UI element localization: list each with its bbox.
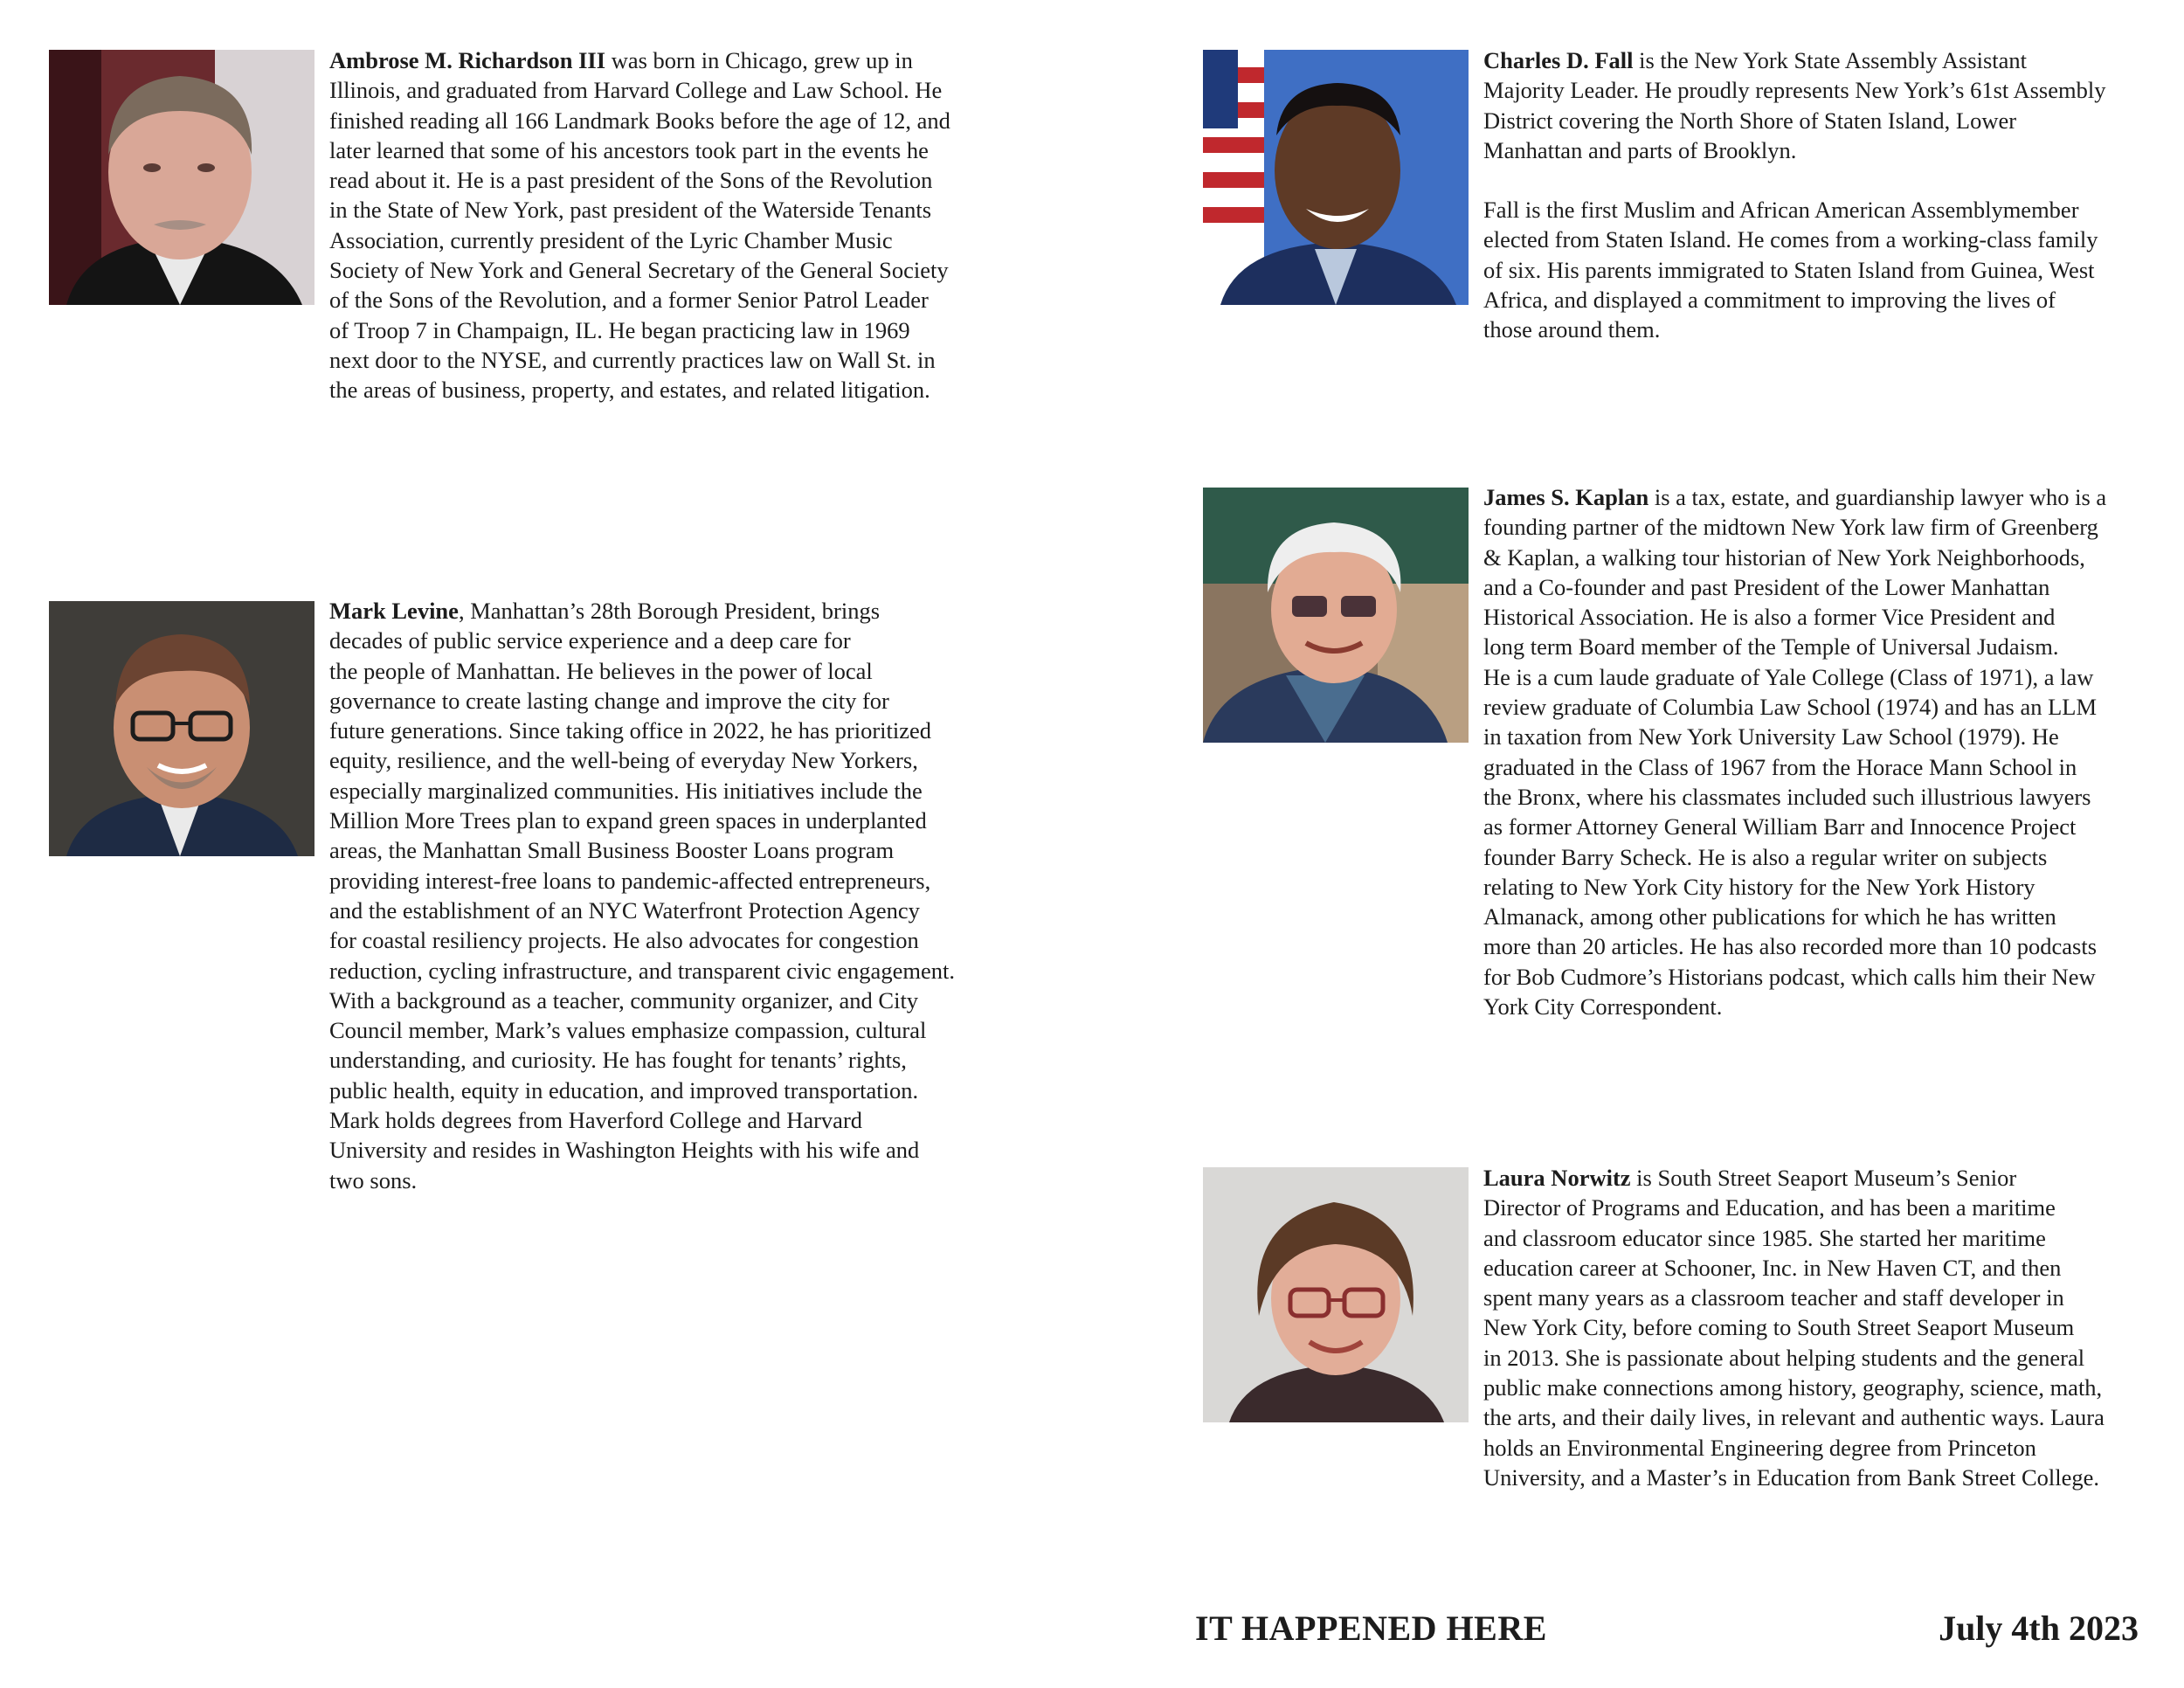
portrait-photo [1203,488,1469,743]
portrait-photo [1203,50,1469,305]
portrait-photo [49,601,314,856]
footer-date: July 4th 2023 [1939,1608,2139,1648]
bio-text: Laura Norwitz is South Street Seaport Museum’s Senior Director of Programs and Education, and has been a maritime and classroom educator since 1985. She started her maritime education career at Schooner, Inc. in New Haven CT, and then spent many years as a classroom teacher and staff developer in New York City, before coming to South Street Seaport Museum in 2013. She is passionate about helping students and the general public make connections among history, geography, science, math, the arts, and their daily lives, in relevant and authentic ways. Laura holds an Environmental Engineering degree from Princeton University, and a Master’s in Education from Bank Street College. [1483,1165,2105,1491]
portrait-photo [1203,1167,1469,1422]
portrait-photo [49,50,314,305]
bio-name: Ambrose M. Richardson III [329,47,606,73]
bio-name: Charles D. Fall [1483,47,1634,73]
bio-name: Mark Levine [329,598,459,624]
bio-name: Laura Norwitz [1483,1165,1631,1191]
bio-text: Mark Levine, Manhattan’s 28th Borough President, brings decades of public service experience and a deep care for the people of Manhattan. He believes in the power of local governance to create lasting change and improve the city for future generations. Since taking office in 2022, he has prioritized equity, resilience, and the well-being of everyday New Yorkers, especially marginalized communities. His initiatives include the Million More Trees plan to expand green spaces in underplanted areas, the Manhattan Small Business Booster Loans program providing interest-free loans to pandemic-affected entrepreneurs, and the establishment of an NYC Waterfront Protection Agency for coastal resiliency projects. He also advocates for congestion reduction, cycling infrastructure, and transparent civic engagement. With a background as a teacher, community organizer, and City Council member, Mark’s values emphasize compassion, cultural understanding, and curiosity. He has fought for tenants’ rights, public health, equity in education, and improved transportation. Mark holds degrees from Haverford College and Harvard University and resides in Washington Heights with his wife and two sons. [329,598,955,1193]
bio-text: Charles D. Fall is the New York State Assembly Assistant Majority Leader. He proudly represents New York’s 61st Assembly District covering the North Shore of Staten Island, Lower Manhattan and parts of Brooklyn. Fall is the first Muslim and African American Assemblymember elected from Staten Island. He comes from a working-class family of six. His parents immigrated to Staten Island from Guinea, West Africa, and displayed a commitment to improving the lives of those around them. [1483,47,2106,343]
bio-text: Ambrose M. Richardson III was born in Chicago, grew up in Illinois, and graduated from Harvard College and Law School. He finished reading all 166 Landmark Books before the age of 12, and later learned that some of his ancestors took part in the events he read about it. He is a past president of the Sons of the Revolution in the State of New York, past president of the Waterside Tenants Association, currently president of the Lyric Chamber Music Society of New York and General Secretary of the General Society of the Sons of the Revolution, and a former Senior Patrol Leader of Troop 7 in Champaign, IL. He began practicing law in 1969 next door to the NYSE, and currently practices law on Wall St. in the areas of business, property, and estates, and related litigation. [329,47,950,404]
bio-text: James S. Kaplan is a tax, estate, and guardianship lawyer who is a founding partner of the midtown New York law firm of Greenberg & Kaplan, a walking tour historian of New York Neighborhoods, and a Co-founder and past President of the Lower Manhattan Historical Association. He is also a former Vice President and long term Board member of the Temple of Universal Judaism. He is a cum laude graduate of Yale College (Class of 1971), a law review graduate of Columbia Law School (1974) and has an LLM in taxation from New York University Law School (1979). He graduated in the Class of 1967 from the Horace Mann School in the Bronx, where his classmates included such illustrious lawyers as former Attorney General William Barr and Innocence Project founder Barry Scheck. He is also a regular writer on subjects relating to New York City history for the New York History Almanack, among other publications for which he has written more than 20 articles. He has also recorded more than 10 podcasts for Bob Cudmore’s Historians podcast, which calls him their New York City Correspondent. [1483,484,2107,1020]
footer-title: IT HAPPENED HERE [1195,1608,1547,1648]
bio-name: James S. Kaplan [1483,484,1649,510]
